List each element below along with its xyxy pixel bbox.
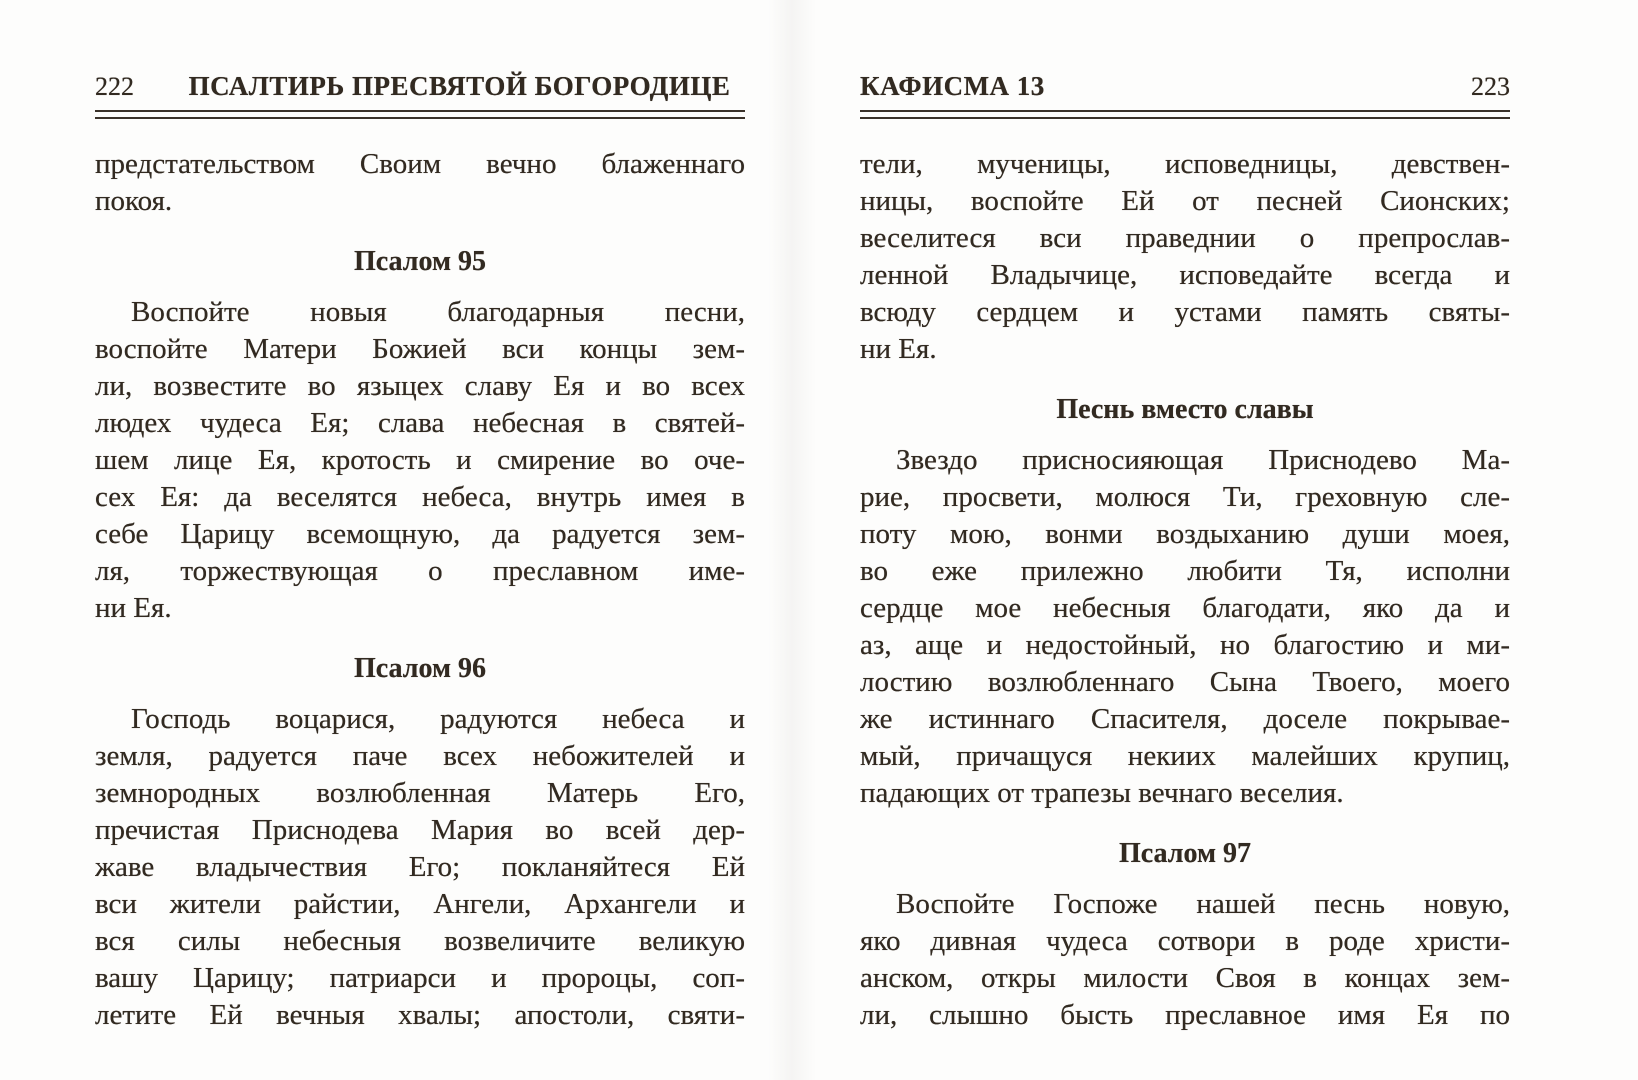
header-rule — [860, 110, 1510, 119]
text-line: ля, торжествующая о преславном име- — [95, 555, 745, 587]
text-line: Господь воцарися, радуются небеса и — [131, 703, 745, 735]
body-paragraph — [860, 146, 1510, 368]
running-title: КАФИСМА 13 — [860, 71, 1045, 101]
body-paragraph — [95, 294, 745, 627]
text-line: ни Ея. — [95, 592, 172, 624]
running-title: ПСАЛТИРЬ ПРЕСВЯТОЙ БОГОРОДИЦЕ — [188, 71, 731, 101]
text-line: ни Ея. — [860, 333, 937, 365]
body-paragraph — [860, 886, 1510, 1034]
text-line: земля, радуется паче всех небожителей и — [95, 740, 745, 772]
text-line: шем лице Ея, кротость и смирение во оче- — [95, 444, 745, 476]
body-paragraph — [860, 442, 1510, 812]
psalm-heading: Псалом 95 — [353, 246, 487, 277]
text-line: сех Ея: да веселятся небеса, внутрь имея в — [95, 481, 745, 513]
text-line: вашу Царицу; патриарси и пророцы, соп- — [95, 962, 745, 994]
page-header — [95, 70, 745, 103]
text-line: падающих от трапезы вечнаго веселия. — [860, 777, 1344, 809]
text-line: поту мою, вонми воздыханию души моея, — [860, 518, 1510, 550]
page-number: 222 — [95, 72, 134, 101]
text-line: аз, аще и недостойный, но благостию и ми- — [860, 629, 1510, 661]
text-line: жаве владычествия Его; покланяйтеся Ей — [95, 851, 745, 883]
text-line: во еже прилежно любити Тя, исполни — [860, 555, 1510, 587]
text-line: же истиннаго Спасителя, доселе покрывае- — [860, 703, 1510, 735]
text-line: Воспойте новыя благодарныя песни, — [131, 296, 745, 328]
text-line: ленной Владычице, исповедайте всегда и — [860, 259, 1510, 291]
body-paragraph — [95, 701, 745, 1034]
page-number: 223 — [1471, 72, 1510, 101]
page-header — [860, 70, 1510, 103]
text-line: Воспойте Госпоже нашей песнь новую, — [896, 888, 1510, 920]
psalm-heading: Песнь вместо славы — [1056, 394, 1314, 425]
text-line: земнородных возлюбленная Матерь Его, — [95, 777, 745, 809]
text-line: людех чудеса Ея; слава небесная в святей- — [95, 407, 745, 439]
psalm-heading: Псалом 97 — [1118, 838, 1252, 869]
text-line: предстательством Своим вечно блаженнаго — [95, 148, 745, 180]
text-line: ли, слышно бысть преславное имя Ея по — [860, 999, 1510, 1031]
text-line: анском, откры милости Своя в концах зем- — [860, 962, 1510, 994]
text-line: вси жители райстии, Ангели, Архангели и — [95, 888, 745, 920]
page-left — [95, 0, 745, 1080]
text-line: покоя. — [95, 185, 173, 217]
text-line: сердце мое небесныя благодати, яко да и — [860, 592, 1510, 624]
text-line: всюду сердцем и устами память святы- — [860, 296, 1510, 328]
text-line: лостию возлюбленнаго Сына Твоего, моего — [860, 666, 1510, 698]
body-paragraph — [95, 146, 745, 220]
text-line: себе Царицу всемощную, да радуется зем- — [95, 518, 745, 550]
header-rule — [95, 110, 745, 119]
text-line: Звездо присносияющая Приснодево Ма- — [896, 444, 1510, 476]
text-line: тели, мученицы, исповедницы, девствен- — [860, 148, 1510, 180]
text-line: ницы, воспойте Ей от песней Сионских; — [860, 185, 1510, 217]
text-line: вся силы небесныя возвеличите великую — [95, 925, 745, 957]
text-line: мый, причащуся некиих малейших крупиц, — [860, 740, 1510, 772]
text-line: летите Ей вечныя хвалы; апостоли, святи- — [95, 999, 745, 1031]
text-line: воспойте Матери Божией вси концы зем- — [95, 333, 745, 365]
text-line: ли, возвестите во языцех славу Ея и во всех — [95, 370, 745, 402]
psalm-heading: Псалом 96 — [353, 653, 487, 684]
text-line: яко дивная чудеса сотвори в роде христи- — [860, 925, 1510, 957]
text-line: пречистая Приснодева Мария во всей дер- — [95, 814, 745, 846]
text-line: рие, просвети, молюся Ти, греховную сле- — [860, 481, 1510, 513]
page-body — [95, 146, 745, 1034]
text-line: веселитеся вси праведнии о препрослав- — [860, 222, 1510, 254]
page-right — [860, 0, 1510, 1080]
page-body — [860, 146, 1510, 1034]
page-gutter-shadow — [768, 0, 816, 1080]
